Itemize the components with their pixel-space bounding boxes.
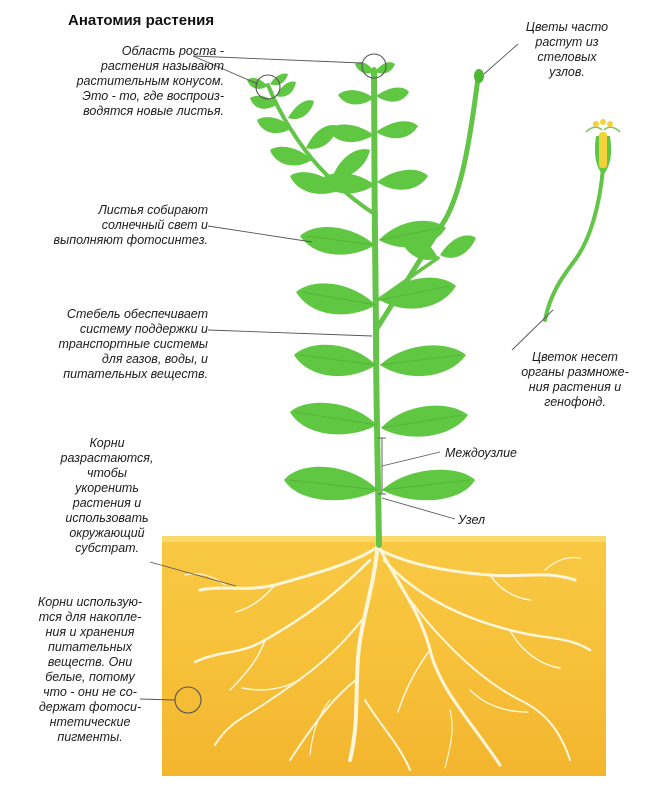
leaves bbox=[247, 62, 476, 500]
label-node: Узел bbox=[458, 513, 486, 527]
soil bbox=[162, 536, 606, 776]
label-internode: Междоузлие bbox=[445, 446, 518, 460]
label-flowers-nodes: Цветы часто растут из стеловых узлов. bbox=[525, 20, 609, 79]
soil-edge-highlight bbox=[162, 536, 606, 542]
label-flower: Цветок несет органы размноже- ния растения и генофонд. bbox=[521, 350, 629, 409]
diagram-title: Анатомия растения bbox=[68, 12, 215, 29]
label-growth-zone: Область роста - растения называют растительным конусом. Это - то, где воспроиз- водятся новые листья. bbox=[76, 44, 224, 118]
label-roots-grow: Корни разрастаются, чтобы укоренить растения и использовать окружающий субстрат. bbox=[60, 436, 154, 555]
flower-bud bbox=[474, 69, 484, 83]
flower-illustration bbox=[545, 119, 620, 320]
label-stem: Стебель обеспечивает систему поддержки и транспортные системы для газов, воды, и питательных веществ. bbox=[58, 307, 208, 381]
label-leaves: Листья собирают солнечный свет и выполняют фотосинтез. bbox=[53, 203, 208, 247]
label-roots-store: Корни использую- тся для накопле- ния и хранения питательных веществ. Они белые, потому что - они не со- держат фотоси- нтетические пигменты. bbox=[37, 595, 143, 744]
